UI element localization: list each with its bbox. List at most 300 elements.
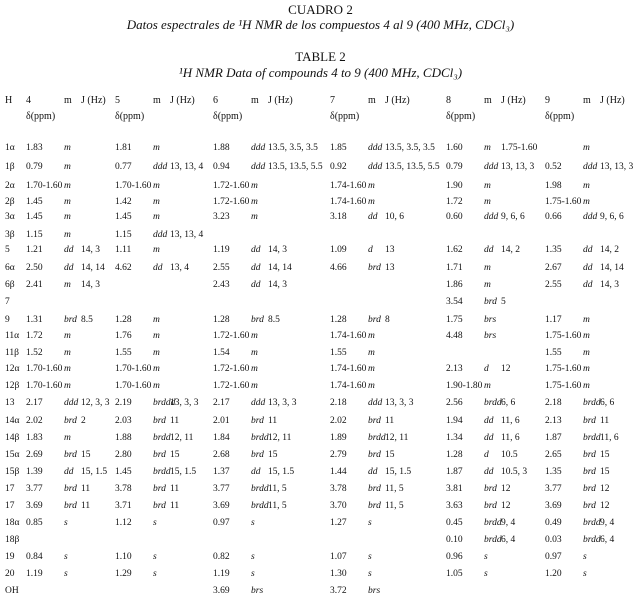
multiplicity: s <box>153 552 157 562</box>
delta-value: 2.18 <box>330 398 347 408</box>
multiplicity: m <box>64 331 71 341</box>
row-label: 15α <box>5 450 20 460</box>
row-label: 12α <box>5 364 20 374</box>
multiplicity: brd <box>583 467 596 477</box>
delta-value: 1.70-1.60 <box>26 381 63 391</box>
multiplicity: brd <box>251 416 264 426</box>
delta-value: 1.17 <box>545 315 562 325</box>
delta-value: 1.15 <box>26 230 43 240</box>
delta-value: 2.68 <box>213 450 230 460</box>
multiplicity: m <box>583 331 590 341</box>
multiplicity: brdd <box>153 433 171 443</box>
delta-value: 1.27 <box>330 518 347 528</box>
delta-value: 1.83 <box>26 143 43 153</box>
multiplicity: s <box>583 552 587 562</box>
multiplicity: brdd <box>368 433 386 443</box>
multiplicity: brd <box>64 315 77 325</box>
multiplicity: m <box>368 181 375 191</box>
coupling-constant: 12 <box>501 484 511 494</box>
delta-value: 1.45 <box>26 197 43 207</box>
row-label: 9 <box>5 315 10 325</box>
coupling-constant: 13, 13, 4 <box>170 162 204 172</box>
multiplicity: m <box>153 364 160 374</box>
coupling-constant: 15 <box>81 450 91 460</box>
multiplicity: s <box>251 569 255 579</box>
delta-value: 2.03 <box>115 416 132 426</box>
delta-value: 3.78 <box>330 484 347 494</box>
header-j: J (Hz) <box>385 95 410 106</box>
delta-value: 2.55 <box>545 280 562 290</box>
delta-value: 1.45 <box>115 467 132 477</box>
delta-value: 0.60 <box>446 212 463 222</box>
delta-value: 2.65 <box>545 450 562 460</box>
multiplicity: m <box>251 381 258 391</box>
coupling-constant: 12, 11 <box>170 433 194 443</box>
row-label: 13 <box>5 398 15 408</box>
delta-value: 1.12 <box>115 518 132 528</box>
delta-value: 1.83 <box>26 433 43 443</box>
delta-value: 1.34 <box>446 433 463 443</box>
multiplicity: dd <box>251 280 261 290</box>
multiplicity: m <box>153 245 160 255</box>
coupling-constant: 14, 2 <box>600 245 619 255</box>
multiplicity: m <box>368 364 375 374</box>
subtitle-en: ¹H NMR Data of compounds 4 to 9 (400 MHz, CDCl₃) <box>178 65 463 80</box>
multiplicity: brdd <box>583 518 601 528</box>
multiplicity: m <box>64 230 71 240</box>
coupling-constant: 14, 3 <box>81 245 100 255</box>
coupling-constant: 13.5, 13.5, 5.5 <box>385 162 440 172</box>
header-m: m <box>368 95 376 106</box>
coupling-constant: 11 <box>170 484 180 494</box>
delta-value: 1.75-1.60 <box>545 381 582 391</box>
delta-value: 1.15 <box>115 230 132 240</box>
delta-value: 0.82 <box>213 552 230 562</box>
multiplicity: brd <box>64 484 77 494</box>
multiplicity: m <box>583 181 590 191</box>
multiplicity: m <box>64 143 71 153</box>
delta-value: 1.70-1.60 <box>26 181 63 191</box>
multiplicity: s <box>368 552 372 562</box>
header-j: J (Hz) <box>81 95 106 106</box>
delta-value: 3.70 <box>330 501 347 511</box>
row-label: 11β <box>5 348 19 358</box>
coupling-constant: 13, 13, 3 <box>600 162 634 172</box>
multiplicity: m <box>583 348 590 358</box>
delta-value: 0.97 <box>213 518 230 528</box>
delta-value: 1.75-1.60 <box>545 197 582 207</box>
header-j: J (Hz) <box>600 95 625 106</box>
row-label: 11α <box>5 331 20 341</box>
multiplicity: m <box>153 197 160 207</box>
coupling-constant: 13, 13, 4 <box>170 230 204 240</box>
delta-value: 1.74-1.60 <box>330 331 367 341</box>
multiplicity: brd <box>484 297 497 307</box>
delta-value: 1.55 <box>330 348 347 358</box>
delta-value: 1.19 <box>213 569 230 579</box>
multiplicity: s <box>64 569 68 579</box>
multiplicity: d <box>484 364 489 374</box>
multiplicity: m <box>484 381 491 391</box>
multiplicity: brd <box>368 416 381 426</box>
multiplicity: brd <box>368 501 381 511</box>
row-label: 6α <box>5 263 15 273</box>
multiplicity: m <box>368 348 375 358</box>
multiplicity: m <box>153 315 160 325</box>
multiplicity: brd <box>484 484 497 494</box>
multiplicity: m <box>368 381 375 391</box>
multiplicity: brs <box>484 315 497 325</box>
multiplicity: brd <box>368 315 381 325</box>
multiplicity: brd <box>64 501 77 511</box>
coupling-constant: 14, 3 <box>268 280 287 290</box>
delta-value: 0.77 <box>115 162 132 172</box>
multiplicity: ddd <box>583 212 598 222</box>
coupling-constant: 14, 2 <box>501 245 520 255</box>
coupling-constant: 11, 5 <box>385 501 404 511</box>
coupling-constant: 9, 4 <box>600 518 615 528</box>
delta-value: 1.72 <box>446 197 463 207</box>
coupling-constant: 6, 6 <box>600 398 615 408</box>
row-label: 14α <box>5 416 20 426</box>
multiplicity: ddd <box>251 143 266 153</box>
delta-value: 1.09 <box>330 245 347 255</box>
coupling-constant: 10.5 <box>501 450 518 460</box>
delta-value: 2.17 <box>26 398 43 408</box>
coupling-constant: 10, 6 <box>385 212 404 222</box>
coupling-constant: 12 <box>600 484 610 494</box>
delta-value: 2.02 <box>330 416 347 426</box>
multiplicity: brd <box>368 263 381 273</box>
delta-value: 0.96 <box>446 552 463 562</box>
multiplicity: brd <box>368 484 381 494</box>
multiplicity: brd <box>64 450 77 460</box>
multiplicity: m <box>583 143 590 153</box>
coupling-constant: 8.5 <box>268 315 280 325</box>
delta-value: 1.74-1.60 <box>330 197 367 207</box>
delta-value: 1.42 <box>115 197 132 207</box>
delta-value: 0.97 <box>545 552 562 562</box>
multiplicity: ddd <box>484 162 499 172</box>
row-label: 19 <box>5 552 15 562</box>
row-label: 17 <box>5 501 15 511</box>
coupling-constant: 12, 11 <box>268 433 292 443</box>
delta-value: 0.92 <box>330 162 347 172</box>
coupling-constant: 15 <box>600 450 610 460</box>
multiplicity: brdd <box>484 398 502 408</box>
multiplicity: brdd <box>583 433 601 443</box>
delta-value: 3.18 <box>330 212 347 222</box>
multiplicity: brddd <box>153 398 176 408</box>
coupling-constant: 13 <box>385 263 395 273</box>
coupling-constant: 11 <box>600 416 610 426</box>
multiplicity: m <box>368 331 375 341</box>
delta-value: 1.81 <box>115 143 132 153</box>
delta-value: 3.72 <box>330 586 347 596</box>
multiplicity: ddd <box>368 143 383 153</box>
header-m: m <box>583 95 591 106</box>
multiplicity: s <box>368 569 372 579</box>
multiplicity: brdd <box>484 518 502 528</box>
coupling-constant: 8 <box>385 315 390 325</box>
header-m: m <box>64 95 72 106</box>
delta-value: 1.31 <box>26 315 43 325</box>
delta-value: 3.69 <box>26 501 43 511</box>
multiplicity: brdd <box>251 501 269 511</box>
delta-value: 1.19 <box>213 245 230 255</box>
multiplicity: m <box>484 197 491 207</box>
delta-value: 1.30 <box>330 569 347 579</box>
multiplicity: m <box>64 433 71 443</box>
multiplicity: dd <box>251 263 261 273</box>
delta-value: 1.87 <box>545 433 562 443</box>
delta-value: 1.29 <box>115 569 132 579</box>
delta-value: 0.79 <box>26 162 43 172</box>
coupling-constant: 13.5, 13.5, 5.5 <box>268 162 323 172</box>
delta-value: 2.56 <box>446 398 463 408</box>
multiplicity: ddd <box>153 162 168 172</box>
coupling-constant: 12, 3, 3 <box>81 398 110 408</box>
delta-value: 3.77 <box>26 484 43 494</box>
multiplicity: m <box>251 181 258 191</box>
multiplicity: brd <box>583 450 596 460</box>
header-m: m <box>153 95 161 106</box>
multiplicity: m <box>64 162 71 172</box>
coupling-constant: 15, 1.5 <box>170 467 197 477</box>
multiplicity: brd <box>153 416 166 426</box>
delta-value: 0.66 <box>545 212 562 222</box>
delta-value: 1.70-1.60 <box>115 364 152 374</box>
multiplicity: m <box>251 197 258 207</box>
delta-value: 1.19 <box>26 569 43 579</box>
delta-value: 2.13 <box>446 364 463 374</box>
coupling-constant: 14, 14 <box>81 263 105 273</box>
delta-value: 4.66 <box>330 263 347 273</box>
multiplicity: dd <box>583 245 593 255</box>
delta-value: 3.23 <box>213 212 230 222</box>
multiplicity: dd <box>153 263 163 273</box>
delta-value: 1.86 <box>446 280 463 290</box>
row-label: 2β <box>5 197 15 207</box>
multiplicity: m <box>64 348 71 358</box>
multiplicity: brd <box>583 501 596 511</box>
coupling-constant: 15, 1.5 <box>385 467 412 477</box>
multiplicity: ddd <box>251 398 266 408</box>
multiplicity: brd <box>251 450 264 460</box>
row-label: OH <box>5 586 19 596</box>
delta-value: 1.70-1.60 <box>26 364 63 374</box>
multiplicity: brd <box>153 501 166 511</box>
multiplicity: dd <box>368 467 378 477</box>
multiplicity: dd <box>64 467 74 477</box>
coupling-constant: 11, 6 <box>501 433 520 443</box>
delta-value: 2.55 <box>213 263 230 273</box>
row-label: 20 <box>5 569 15 579</box>
delta-value: 2.41 <box>26 280 43 290</box>
row-label: 12β <box>5 381 20 391</box>
multiplicity: brd <box>583 416 596 426</box>
header-j: J (Hz) <box>268 95 293 106</box>
multiplicity: brd <box>484 501 497 511</box>
multiplicity: dd <box>64 263 74 273</box>
delta-value: 0.10 <box>446 535 463 545</box>
coupling-constant: 11 <box>81 501 91 511</box>
coupling-constant: 14, 3 <box>81 280 100 290</box>
multiplicity: dd <box>368 212 378 222</box>
multiplicity: s <box>153 569 157 579</box>
multiplicity: ddd <box>484 212 499 222</box>
delta-value: 3.77 <box>545 484 562 494</box>
coupling-constant: 11, 6 <box>600 433 619 443</box>
header-delta: δ(ppm) <box>446 111 476 122</box>
coupling-constant: 8.5 <box>81 315 93 325</box>
multiplicity: dd <box>583 280 593 290</box>
coupling-constant: 9, 6, 6 <box>501 212 525 222</box>
delta-value: 1.75-1.60 <box>545 331 582 341</box>
coupling-constant: 6, 4 <box>600 535 615 545</box>
row-label: 1β <box>5 162 15 172</box>
multiplicity: s <box>368 518 372 528</box>
coupling-constant: 12 <box>501 501 511 511</box>
multiplicity: brd <box>153 484 166 494</box>
title-es: CUADRO 2 <box>288 2 353 17</box>
delta-value: 1.74-1.60 <box>330 181 367 191</box>
coupling-constant: 13, 13, 3 <box>501 162 535 172</box>
delta-value: 2.80 <box>115 450 132 460</box>
header-j: J (Hz) <box>170 95 195 106</box>
header-compound-9: 9 <box>545 95 550 106</box>
header-compound-8: 8 <box>446 95 451 106</box>
delta-value: 3.69 <box>545 501 562 511</box>
multiplicity: m <box>583 364 590 374</box>
delta-value: 3.77 <box>213 484 230 494</box>
multiplicity: m <box>64 381 71 391</box>
delta-value: 1.55 <box>115 348 132 358</box>
delta-value: 2.79 <box>330 450 347 460</box>
header-m: m <box>484 95 492 106</box>
row-label: 7 <box>5 297 10 307</box>
delta-value: 1.62 <box>446 245 463 255</box>
multiplicity: ddd <box>153 230 168 240</box>
coupling-constant: 9, 4 <box>501 518 516 528</box>
multiplicity: s <box>153 518 157 528</box>
coupling-constant: 5 <box>501 297 506 307</box>
coupling-constant: 11, 5 <box>268 484 287 494</box>
delta-value: 2.69 <box>26 450 43 460</box>
delta-value: 3.81 <box>446 484 463 494</box>
multiplicity: brs <box>368 586 381 596</box>
coupling-constant: 13, 3, 3 <box>385 398 414 408</box>
delta-value: 1.89 <box>330 433 347 443</box>
header-delta: δ(ppm) <box>213 111 243 122</box>
delta-value: 1.10 <box>115 552 132 562</box>
header-h: H <box>5 95 13 106</box>
delta-value: 1.72-1.60 <box>213 331 250 341</box>
delta-value: 0.52 <box>545 162 562 172</box>
header-compound-4: 4 <box>26 95 31 106</box>
coupling-constant: 11, 6 <box>501 416 520 426</box>
delta-value: 1.87 <box>446 467 463 477</box>
delta-value: 1.72-1.60 <box>213 181 250 191</box>
delta-value: 1.76 <box>115 331 132 341</box>
delta-value: 2.19 <box>115 398 132 408</box>
coupling-constant: 15 <box>268 450 278 460</box>
delta-value: 1.70-1.60 <box>115 381 152 391</box>
header-delta: δ(ppm) <box>545 111 575 122</box>
delta-value: 1.90 <box>446 181 463 191</box>
multiplicity: brd <box>583 484 596 494</box>
coupling-constant: 10.5, 3 <box>501 467 528 477</box>
row-label: 18α <box>5 518 20 528</box>
delta-value: 3.71 <box>115 501 132 511</box>
delta-value: 3.69 <box>213 586 230 596</box>
header-j: J (Hz) <box>501 95 526 106</box>
coupling-constant: 6, 4 <box>501 535 516 545</box>
multiplicity: m <box>583 197 590 207</box>
multiplicity: d <box>368 245 373 255</box>
multiplicity: dd <box>484 467 494 477</box>
delta-value: 2.50 <box>26 263 43 273</box>
delta-value: 1.75-1.60 <box>545 364 582 374</box>
delta-value: 0.84 <box>26 552 43 562</box>
multiplicity: ddd <box>64 398 79 408</box>
multiplicity: brd <box>153 450 166 460</box>
multiplicity: m <box>153 181 160 191</box>
multiplicity: dd <box>251 245 261 255</box>
header-m: m <box>251 95 259 106</box>
delta-value: 0.45 <box>446 518 463 528</box>
coupling-constant: 12 <box>600 501 610 511</box>
row-label: 17 <box>5 484 15 494</box>
multiplicity: brs <box>251 586 264 596</box>
header-delta: δ(ppm) <box>330 111 360 122</box>
coupling-constant: 14, 3 <box>600 280 619 290</box>
coupling-constant: 15 <box>170 450 180 460</box>
coupling-constant: 13.5, 3.5, 3.5 <box>385 143 435 153</box>
delta-value: 1.54 <box>213 348 230 358</box>
multiplicity: dd <box>251 467 261 477</box>
row-label: 6β <box>5 280 15 290</box>
multiplicity: m <box>64 280 71 290</box>
multiplicity: s <box>484 569 488 579</box>
coupling-constant: 11 <box>268 416 278 426</box>
multiplicity: m <box>583 315 590 325</box>
delta-value: 1.85 <box>330 143 347 153</box>
multiplicity: s <box>64 518 68 528</box>
multiplicity: s <box>484 552 488 562</box>
row-label: 3β <box>5 230 15 240</box>
delta-value: 3.69 <box>213 501 230 511</box>
coupling-constant: 15, 1.5 <box>81 467 108 477</box>
delta-value: 1.60 <box>446 143 463 153</box>
multiplicity: brdd <box>251 484 269 494</box>
coupling-constant: 14, 3 <box>268 245 287 255</box>
delta-value: 0.79 <box>446 162 463 172</box>
multiplicity: brdd <box>484 535 502 545</box>
multiplicity: brd <box>251 315 264 325</box>
delta-value: 1.84 <box>213 433 230 443</box>
coupling-constant: 1.75-1.60 <box>501 143 538 153</box>
multiplicity: ddd <box>583 162 598 172</box>
delta-value: 0.03 <box>545 535 562 545</box>
row-label: 2α <box>5 181 15 191</box>
coupling-constant: 11 <box>170 416 180 426</box>
coupling-constant: 6, 6 <box>501 398 516 408</box>
multiplicity: m <box>64 181 71 191</box>
delta-value: 1.72-1.60 <box>213 364 250 374</box>
delta-value: 2.43 <box>213 280 230 290</box>
multiplicity: m <box>583 381 590 391</box>
